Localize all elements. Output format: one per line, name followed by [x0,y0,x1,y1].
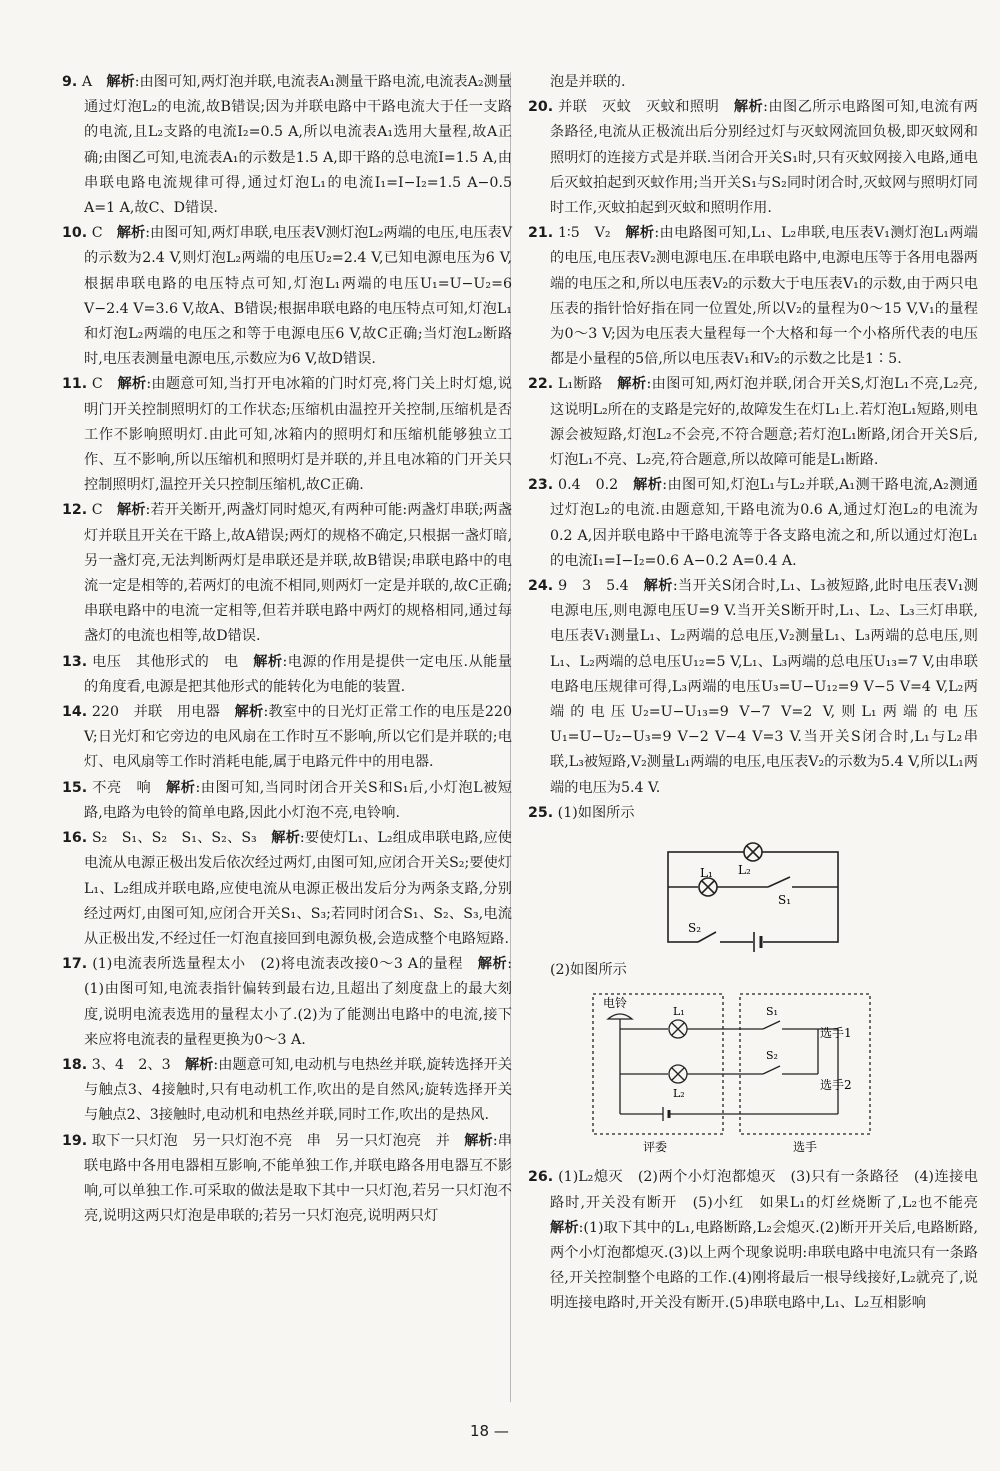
answer-item [528,372,978,473]
answer-item [62,70,512,221]
answer-num: 16. [62,830,88,847]
answer-num: 18. [62,1056,88,1073]
answer-text: 泡是并联的. [550,74,626,90]
circuit-figure-1 [658,832,848,952]
answer-num: 20. [528,99,554,116]
answer-text: 取下一只灯泡 另一只灯泡不亮 串 另一只灯泡亮 并 [91,1132,465,1149]
answer-body: :由图可知,当同时闭合开关S和S₁后,小灯泡L被短路,电路为电铃的简单电路,因此小灯泡不亮,电铃响. [84,779,512,821]
answer-num: 10. [62,225,88,242]
fig1-L1-label: L₁ [700,866,713,881]
answer-item [528,473,978,574]
fig2-player2-label: 选手2 [820,1078,852,1093]
answer-body: :电源的作用是提供一定电压.从能量的角度看,电源是把其他形式的能转化为电能的装置. [84,653,512,695]
right-column [528,70,993,1317]
answer-body: :由图可知,两灯泡并联,闭合开关S,灯泡L₁不亮,L₂亮,这说明L₂所在的支路是完好的,故障发生在灯L₁上.若灯泡L₁短路,则电源会被短路,灯泡L₂不会亮,不符合题意;若灯泡L₁断路,闭合开关S后,灯泡L₁不亮、L₂亮,符合题意,所以故障可能是L₁断路. [550,376,979,469]
fig2-S1-label: S₁ [766,1005,778,1019]
answer-num: 19. [62,1132,88,1149]
answer-num: 15. [62,779,88,796]
answer-kw: 解析 [617,376,647,393]
answer-text: C [91,376,118,393]
answer-num: 14. [62,704,88,721]
answer-body: :串联电路中各用电器相互影响,不能单独工作,并联电路各用电器互不影响,可以单独工作.可采取的做法是取下其中一只灯泡,若另一只灯泡不亮,说明这两只灯泡是串联的;若另一只灯泡亮,说明两只灯 [84,1132,512,1225]
answer-num: 23. [528,477,554,494]
answer-item [62,498,512,649]
fig2-judge-label: 评委 [643,1140,668,1155]
answer-body: :由题意可知,电动机与电热丝并联,旋转选择开关与触点3、4接触时,只有电动机工作,吹出的是自然风;旋转选择开关与触点2、3接触时,电动机和电热丝并联,同时工作,吹出的是热风. [84,1056,512,1124]
answer-num: 11. [62,376,88,393]
fig1-S1-label: S₁ [778,893,792,908]
answer-text: 3、4 2、3 [91,1056,185,1073]
answer-text: C [91,225,117,242]
answer-item [62,826,512,952]
answer-text: 不亮 响 [92,779,166,796]
answer-num: 24. [528,578,554,595]
answer-item [62,1053,512,1129]
fig1-S2-label: S₂ [688,921,702,936]
answer-body: :要使灯L₁、L₂组成串联电路,应使电流从电源正极出发后依次经过两灯,由图可知,应闭合开关S₂;要使灯L₁、L₂组成并联电路,应使电流从电源正极出发后分为两条支路,分别经过两灯,由图可知,应闭合开关S₁、S₃;若同时闭合S₁、S₂、S₃,电流从正极出发,不经过任一灯泡直接回到电源负极,会造成整个电路短路. [84,830,512,947]
fig2-L1-label: L₁ [673,1005,685,1019]
answer-text: L₁断路 [558,376,618,393]
answer-num: 9. [62,74,78,90]
answer-text: (1)如图所示 [557,804,635,821]
answer-kw: 解析 [464,1132,493,1149]
answer-kw: 解析 [733,99,764,116]
question-26: 26. (1)L₂熄灭 (2)两个小灯泡都熄灭 (3)只有一条路径 (4)连接电路时,开关没有断开 (5)小红 如果L₁的灯丝烧断了,L₂也不能亮 解析:(1)取下其中的L₁,电路断路,L₂会熄灭.(2)断开开关后,电路断路,两个小灯泡都熄灭.(3)以上两个现象说明:串联电路中电流只有一条路径,开关控制整个电路的工作.(4)刚将最后一根导线接好,L₂就亮了,说明连接电路时,开关没有断开.(5)串联电路中,L₁、L₂互相影响 [528,1169,993,1312]
answer-kw: 解析 [117,376,147,393]
fig2-bell-label: 电铃 [603,996,628,1011]
answer-kw: 解析 [184,1056,214,1073]
answer-item [528,95,978,221]
answer-text: 0.4 0.2 [558,477,634,494]
answer-text: 220 并联 用电器 [91,704,235,721]
page-number: 18 — [470,1422,509,1440]
answer-text: 电压 其他形式的 电 [92,653,254,670]
answer-item [62,221,512,372]
answer-body: :由题意可知,当打开电冰箱的门时灯亮,将门关上时灯熄,说明门开关控制照明灯的工作状态;压缩机由温控开关控制,压缩机是否工作不影响照明灯.由此可知,冰箱内的照明灯和压缩机能够独立工作、互不影响,所以压缩机和照明灯是并联的,并且电冰箱的门开关只控制照明灯,温控开关只控制压缩机,故C正确. [84,376,512,494]
answer-item [528,574,978,801]
fig2-player-label: 选手 [793,1140,818,1155]
answer-body: :由图乙所示电路图可知,电流有两条路径,电流从正极流出后分别经过灯与灭蚊网流回负极,即灭蚊网和照明灯的连接方式是并联.当闭合开关S₁时,只有灭蚊网接入电路,通电后灭蚊拍起到灭蚊作用;当开关S₁与S₂同时闭合时,灭蚊网与照明灯同时工作,灭蚊拍起到灭蚊和照明作用. [550,99,978,217]
answer-num: 21. [528,225,554,242]
answer-body: :当开关S闭合时,L₁、L₃被短路,此时电压表V₁测电源电压,则电源电压U=9 V.当开关S断开时,L₁、L₂、L₃三灯串联,电压表V₁测量L₁、L₂两端的总电压,V₂测量L₁、L₃两端的总电压,则L₁、L₂两端的总电压U₁₂=5 V,L₁、L₃两端的总电压U₁₃=7 V,由串联电路电压规律可得,L₃两端的电压U₃=U−U₁₂=9 V−5 V=4 V,L₂两端的电压U₂=U−U₁₃=9 V−7 V=2 V,则L₁两端的电压U₁=U−U₂−U₃=9 V−2 V−4 V=3 V.当开关S闭合时,L₁与L₂串联,L₃被短路,V₂测量L₁两端的电压,电压表V₂的示数为5.4 V,所以L₁两端的电压为5.4 V. [550,578,979,796]
fig2-player1-label: 选手1 [820,1026,852,1041]
answer-num: 17. [62,956,88,973]
circuit-figure-2 [588,989,888,1159]
answer-num: 12. [62,502,88,519]
answer-body: :由图可知,两灯泡并联,电流表A₁测量干路电流,电流表A₂测量通过灯泡L₂的电流,故B错误;因为并联电路中干路电流大于任一支路的电流,且L₂支路的电流I₂=0.5 A,所以电流表A₁选用大量程,故A正确;由图乙可知,电流表A₁的示数是1.5 A,即干路的总电流I=1.5 A,由串联电路电流规律可得,通过灯泡L₁的电流I₁=I−I₂=1.5 A−0.5 A=1 A,故C、D错误. [84,74,512,217]
answer-kw: 解析 [106,74,135,90]
answer-item [62,952,512,1053]
answer-kw: 解析 [271,830,300,847]
answer-kw: 解析 [625,225,655,242]
answer-body: :由电路图可知,L₁、L₂串联,电压表V₁测灯泡L₁两端的电压,电压表V₂测电源电压.在串联电路中,电源电压等于各用电器两端的电压之和,所以电压表V₂的示数大于电压表V₁的示数,由于两只电压表的指针恰好指在同一位置处,所以V₂的量程为0～15 V,V₁的量程为0～3 V;因为电压表大量程每一个大格和每一个小格所代表的电压都是小量程的5倍,所以电压表V₁和V₂的示数之比是1∶5. [550,225,978,368]
answer-kw: 解析 [633,477,663,494]
answer-body: :若开关断开,两盏灯同时熄灭,有两种可能:两盏灯串联;两盏灯并联且开关在干路上,故A错误;两灯的规格不确定,只根据一盏灯暗,另一盏灯亮,无法判断两灯是串联还是并联,故B错误;串联电路中的电流一定是相等的,若两灯的电流不相同,则两灯一定是并联的,故C正确;串联电路中的电流一定相等,但若并联电路中两灯的规格相同,通过每盏灯的电流也相等,故D错误. [84,502,512,645]
answer-num: 25. [528,804,554,821]
answer-item [528,221,978,372]
answer-kw: 解析 [116,502,146,519]
answer-num: 22. [528,376,554,393]
answer-item [62,776,512,826]
answer-text: S₂ S₁、S₂ S₁、S₂、S₃ [91,830,272,847]
answer-num: 13. [62,653,88,670]
answer-text: 9 3 5.4 [558,578,644,595]
answer-body: :教室中的日光灯正常工作的电压是220 V;日光灯和它旁边的电风扇在工作时互不影响,所以它们是并联的;电灯、电风扇等工作时消耗电能,属于电路元件中的用电器. [84,704,512,771]
answer-item [62,1129,512,1230]
answer-kw: 解析 [643,578,673,595]
fig2-L2-label: L₂ [673,1087,685,1101]
answer-item [62,372,512,498]
answer-item [62,650,512,700]
answer-text: (1)电流表所选量程太小 (2)将电流表改接0～3 A的量程 [92,956,478,973]
answer-item [528,801,978,826]
answer-body: :由图可知,灯泡L₁与L₂并联,A₁测干路电流,A₂测通过灯泡L₂的电流.由题意知,干路电流为0.6 A,通过灯泡L₂的电流为0.2 A,因并联电路中干路电流等于各支路电流之和,所以通过灯泡L₁的电流I₁=I−I₂=0.6 A−0.2 A=0.4 A. [550,477,978,569]
fig2-S2-label: S₂ [766,1049,778,1063]
answer-kw: 解析 [116,225,146,242]
fig1-L2-label: L₂ [738,863,751,878]
answer-kw: 解析 [477,956,508,973]
answer-item [528,70,978,95]
answer-kw: 解析 [234,704,264,721]
answer-body: :(1)由图可知,电流表指针偏转到最右边,且超出了刻度盘上的最大刻度,说明电流表选用的量程太小了.(2)为了能测出电路中的电流,接下来应将电流表的量程更换为0～3 A. [84,956,512,1048]
answer-text: A [81,74,107,90]
answer-kw: 解析 [165,779,196,796]
answer-text: 1∶5 V₂ [557,225,626,242]
answer-item [62,700,512,776]
answer-kw: 解析 [253,653,283,670]
left-column [62,70,512,1229]
answer-text: 并联 灭蚊 灭蚊和照明 [558,99,734,116]
answer-body: :由图可知,两灯串联,电压表V测灯泡L₂两端的电压,电压表V的示数为2.4 V,则灯泡L₂两端的电压U₂=2.4 V,已知电源电压为6 V,根据串联电路的电压特点可知,灯泡L₁两端的电压U₁=U−U₂=6 V−2.4 V=3.6 V,故A、B错误;根据串联电路的电压特点可知,灯泡L₁和灯泡L₂两端的电压之和等于电源电压6 V,故C正确;当灯泡L₂断路时,电压表测量电源电压,示数应为6 V,故D错误. [84,225,513,368]
fig2-caption: (2)如图所示 [550,962,627,979]
answer-text: C [91,502,117,519]
